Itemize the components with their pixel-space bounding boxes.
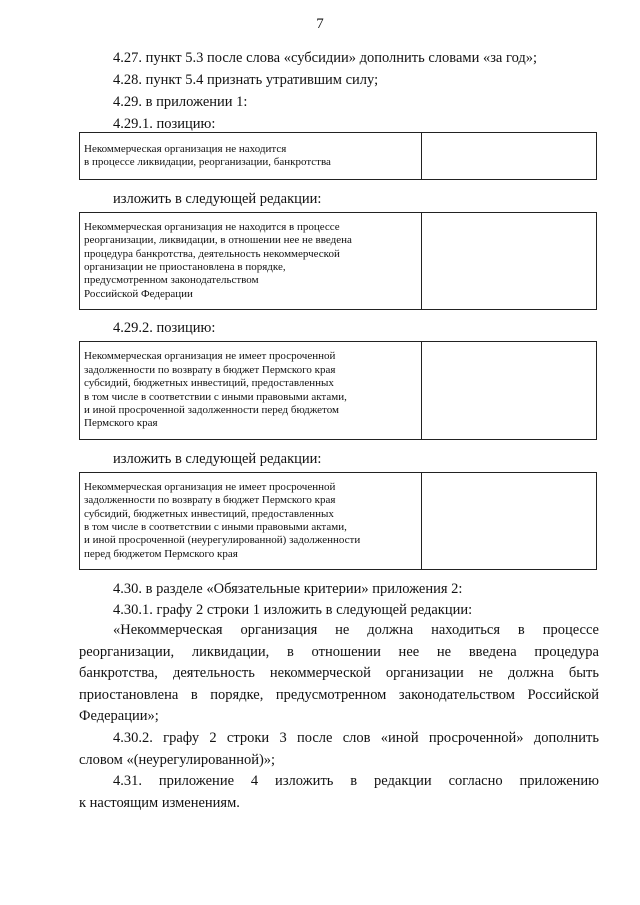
table-cell-text xyxy=(80,213,422,309)
item-4-30-1: 4.30.1. графу 2 строки 1 изложить в следующей редакции: xyxy=(113,602,473,618)
table-cell-line: субсидий, бюджетных инвестиций, предоставленных xyxy=(84,377,334,390)
table-cell-line: Пермского края xyxy=(84,417,158,430)
paragraph-line: к настоящим изменениям. xyxy=(79,794,240,811)
item-4-29: 4.29. в приложении 1: xyxy=(113,94,248,110)
table-position-1-old xyxy=(79,132,597,180)
table-cell-text xyxy=(80,473,422,569)
edit-instruction-1: изложить в следующей редакции: xyxy=(113,191,322,207)
paragraph-line: приостановлена в порядке, предусмотренном законодательством Российской xyxy=(79,686,599,703)
table-cell-line: Российской Федерации xyxy=(84,287,193,300)
table-cell-text xyxy=(80,342,422,439)
table-cell-line: процедура банкротства, деятельность некоммерческой xyxy=(84,247,340,260)
item-4-29-1: 4.29.1. позицию: xyxy=(113,116,216,132)
table-cell-line: Некоммерческая организация не имеет просроченной xyxy=(84,480,336,493)
table-position-1-new xyxy=(79,212,597,310)
table-position-2-new xyxy=(79,472,597,570)
table-cell-line: и иной просроченной задолженности перед бюджетом xyxy=(84,403,339,416)
paragraph-line: банкротства, деятельность некоммерческой организации не должна быть xyxy=(79,665,599,681)
paragraph-line: реорганизации, ликвидации, в отношении нее не введена процедура xyxy=(79,643,599,660)
table-cell-line: организации не приостановлена в порядке, xyxy=(84,261,286,273)
item-4-28: 4.28. пункт 5.4 признать утратившим силу; xyxy=(113,72,379,88)
table-cell-line: в том числе в соответствии с иными правовыми актами, xyxy=(84,521,347,533)
item-4-30-2 xyxy=(79,728,599,771)
quoted-criterion-text xyxy=(79,620,599,728)
item-4-31 xyxy=(79,771,599,814)
paragraph-line: 4.30.2. графу 2 строки 3 после слов «иной просроченной» дополнить xyxy=(113,730,599,746)
table-cell-line: перед бюджетом Пермского края xyxy=(84,547,238,560)
item-4-30: 4.30. в разделе «Обязательные критерии» приложения 2: xyxy=(113,581,463,597)
paragraph-line: «Некоммерческая организация не должна находиться в процессе xyxy=(113,622,599,638)
table-cell-line: и иной просроченной (неурегулированной) задолженности xyxy=(84,534,361,547)
item-4-29-2: 4.29.2. позицию: xyxy=(113,320,216,336)
table-cell-line: субсидий, бюджетных инвестиций, предоставленных xyxy=(84,507,334,520)
item-4-27: 4.27. пункт 5.3 после слова «субсидии» дополнить словами «за год»; xyxy=(113,50,538,66)
table-cell-line: Некоммерческая организация не находится xyxy=(84,142,287,155)
table-position-2-old xyxy=(79,341,597,440)
paragraph-line: Федерации»; xyxy=(79,708,159,724)
table-cell-line: предусмотренном законодательством xyxy=(84,274,259,287)
paragraph-line: словом «(неурегулированной)»; xyxy=(79,751,276,768)
table-cell-line: в процессе ликвидации, реорганизации, банкротства xyxy=(84,156,331,168)
table-cell-line: Некоммерческая организация не имеет просроченной xyxy=(84,350,336,363)
table-cell-line: реорганизации, ликвидации, в отношении нее не введена xyxy=(84,234,352,247)
table-cell-line: задолженности по возврату в бюджет Пермского края xyxy=(84,363,336,376)
edit-instruction-2: изложить в следующей редакции: xyxy=(113,451,322,467)
table-cell-line: Некоммерческая организация не находится в процессе xyxy=(84,220,340,233)
table-cell-text xyxy=(80,133,422,179)
paragraph-line: 4.31. приложение 4 изложить в редакции согласно приложению xyxy=(113,773,599,789)
table-cell-line: в том числе в соответствии с иными правовыми актами, xyxy=(84,390,347,403)
page-number: 7 xyxy=(316,16,324,32)
table-cell-line: задолженности по возврату в бюджет Пермского края xyxy=(84,494,336,507)
